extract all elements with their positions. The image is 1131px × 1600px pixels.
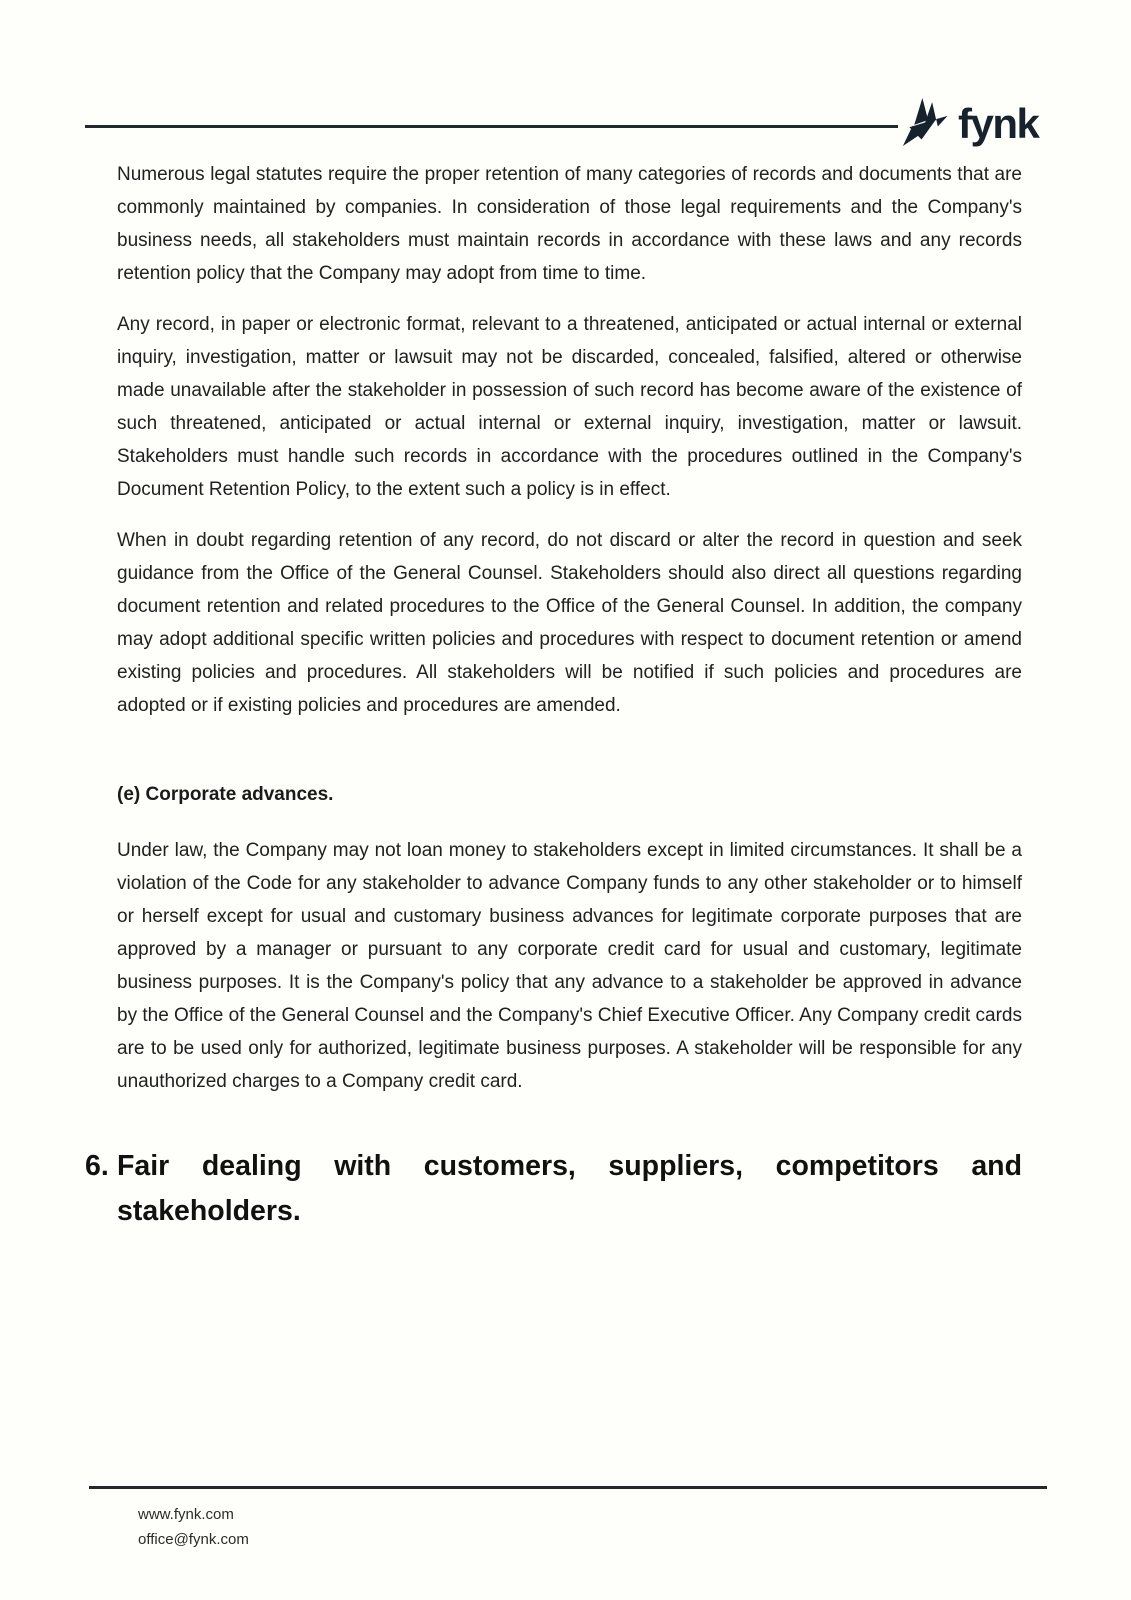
fynk-logo [898,98,1038,150]
section-title: Fair dealing with customers, suppliers, competitors and stakeholders. [117,1150,1022,1227]
logo-wordmark: fynk [958,100,1039,147]
footer-email: office@fynk.com [138,1531,249,1548]
paragraph-retention-doubt: When in doubt regarding retention of any record, do not discard or alter the record in question and seek guidance from the Office of the General Counsel. Stakeholders should also direct all questions regarding document retention and related procedures to the Office of the General Counsel. In addition, the company may adopt additional specific written policies and procedures with respect to document retention or amend existing policies and procedures. All stakeholders will be notified if such policies and procedures are adopted or if existing policies and procedures are amended. [117,530,1022,716]
paragraph-record-handling: Any record, in paper or electronic format, relevant to a threatened, anticipated or actual internal or external inquiry, investigation, matter or lawsuit may not be discarded, concealed, falsified, altered or otherwise made unavailable after the stakeholder in possession of such record has become aware of the existence of such threatened, anticipated or actual internal or external inquiry, investigation, matter or lawsuit. Stakeholders must handle such records in accordance with the procedures outlined in the Company's Document Retention Policy, to the extent such a policy is in effect. [117,314,1022,500]
origami-bird-icon [898,98,950,150]
footer-contact-block [138,1502,249,1552]
paragraph-corporate-advances: Under law, the Company may not loan money to stakeholders except in limited circumstances. It shall be a violation of the Code for any stakeholder to advance Company funds to any other stakeholder or to himself or herself except for usual and customary business advances for legitimate corporate purposes that are approved by a manager or pursuant to any corporate credit card for usual and customary, legitimate business purposes. It is the Company's policy that any advance to a stakeholder be approved in advance by the Office of the General Counsel and the Company's Chief Executive Officer. Any Company credit cards are to be used only for authorized, legitimate business purposes. A stakeholder will be responsible for any unauthorized charges to a Company credit card. [117,840,1022,1092]
paragraph-records-retention: Numerous legal statutes require the proper retention of many categories of records and documents that are commonly maintained by companies. In consideration of those legal requirements and the Company's business needs, all stakeholders must maintain records in accordance with these laws and any records retention policy that the Company may adopt from time to time. [117,164,1022,284]
footer-website: www.fynk.com [138,1506,234,1523]
document-body [85,158,1022,1234]
subsection-heading-corporate-advances: (e) Corporate advances. [117,784,334,805]
section-number: 6. [85,1150,109,1182]
footer-divider-line [89,1486,1047,1489]
section-heading-6 [85,1144,1022,1234]
header-divider-line [85,125,898,128]
